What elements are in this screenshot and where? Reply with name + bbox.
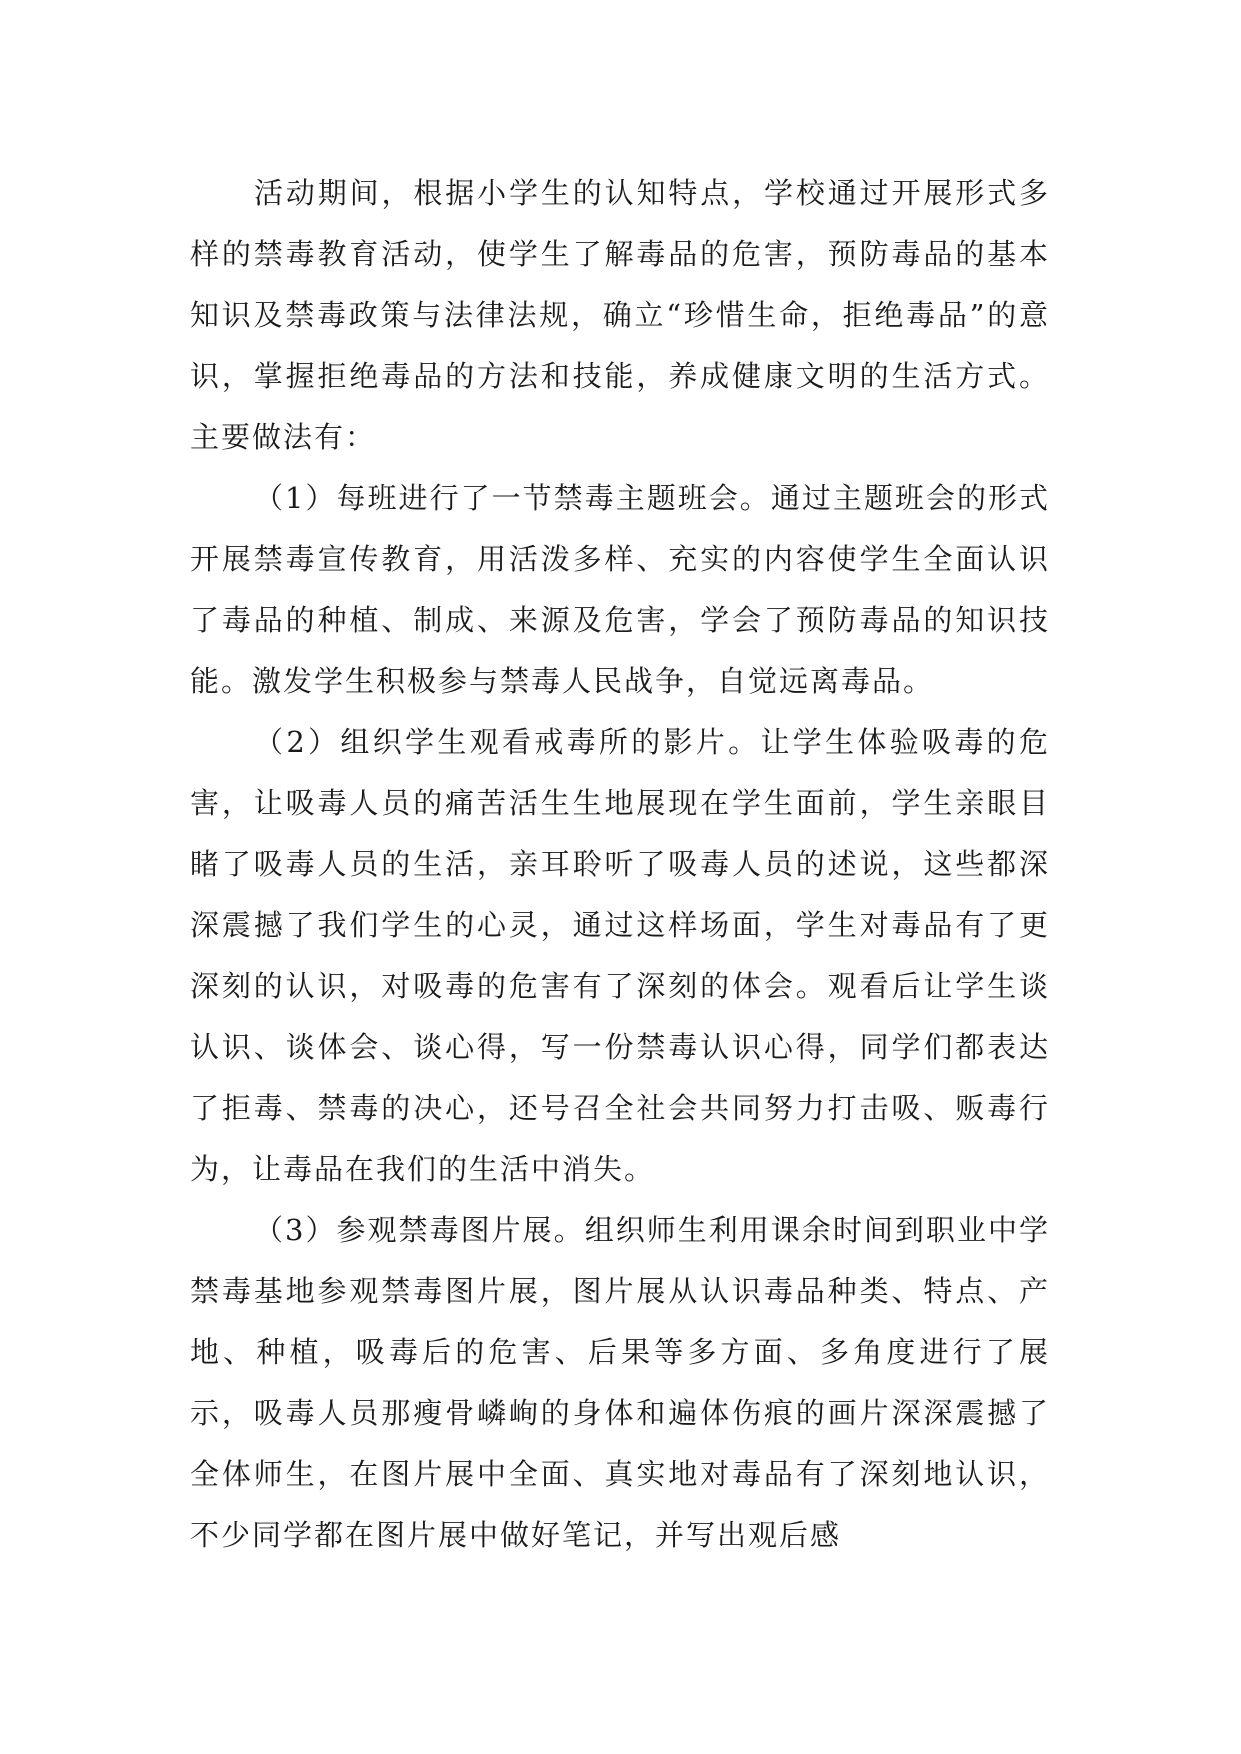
paragraph-item-1: （1）每班进行了一节禁毒主题班会。通过主题班会的形式开展禁毒宣传教育，用活泼多样、充实的内容使学生全面认识了毒品的种植、制成、来源及危害，学会了预防毒品的知识技能。激发学生积极参与禁毒人民战争，自觉远离毒品。 — [190, 481, 1050, 698]
paragraph-intro: 活动期间，根据小学生的认知特点，学校通过开展形式多样的禁毒教育活动，使学生了解毒品的危害，预防毒品的基本知识及禁毒政策与法律法规，确立“珍惜生命，拒绝毒品”的意识，掌握拒绝毒品的方法和技能，养成健康文明的生活方式。主要做法有： — [190, 176, 1050, 454]
paragraph-item-3: （3）参观禁毒图片展。组织师生利用课余时间到职业中学禁毒基地参观禁毒图片展，图片展从认识毒品种类、特点、产地、种植，吸毒后的危害、后果等多方面、多角度进行了展示，吸毒人员那瘦骨嶙峋的身体和遍体伤痕的画片深深震撼了全体师生，在图片展中全面、真实地对毒品有了深刻地认识，不少同学都在图片展中做好笔记，并写出观后感 — [190, 1213, 1050, 1552]
paragraph-item-2: （2）组织学生观看戒毒所的影片。让学生体验吸毒的危害，让吸毒人员的痛苦活生生地展现在学生面前，学生亲眼目睹了吸毒人员的生活，亲耳聆听了吸毒人员的述说，这些都深深震撼了我们学生的心灵，通过这样场面，学生对毒品有了更深刻的认识，对吸毒的危害有了深刻的体会。观看后让学生谈认识、谈体会、谈心得，写一份禁毒认识心得，同学们都表达了拒毒、禁毒的决心，还号召全社会共同努力打击吸、贩毒行为，让毒品在我们的生活中消失。 — [190, 725, 1050, 1186]
document-body — [190, 163, 1050, 1566]
